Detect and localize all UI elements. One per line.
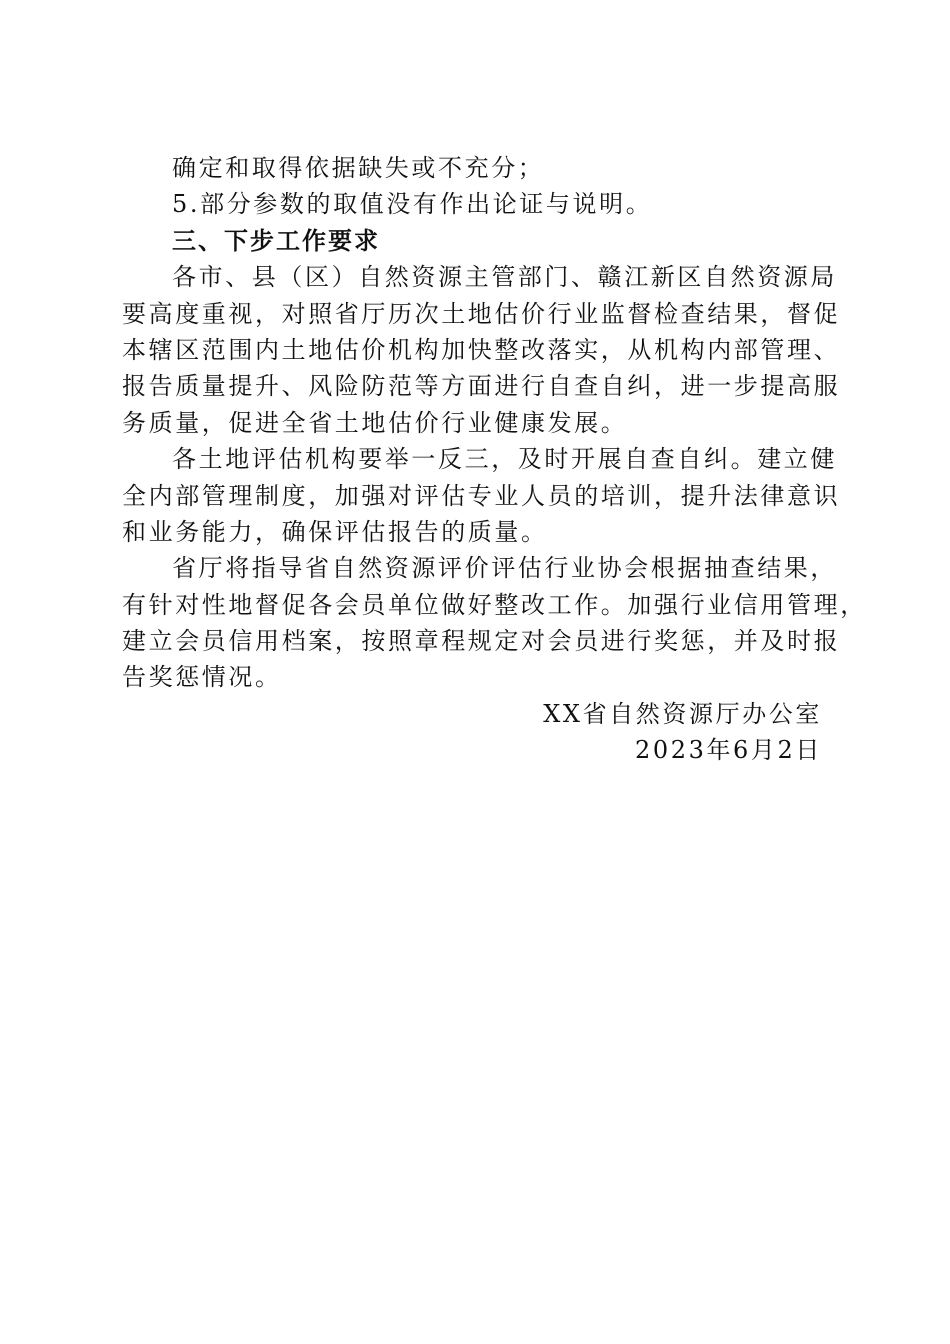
section-heading: 三、下步工作要求 — [172, 226, 380, 255]
paragraph-line: 报告质量提升、风险防范等方面进行自查自纠，进一步提高服 — [122, 372, 841, 401]
paragraph-line: 告奖惩情况。 — [122, 663, 282, 692]
paragraph-line: 本辖区范围内土地估价机构加快整改落实，从机构内部管理、 — [122, 335, 841, 364]
paragraph-line: 建立会员信用档案，按照章程规定对会员进行奖惩，并及时报 — [122, 627, 841, 656]
paragraph-line: 和业务能力，确保评估报告的质量。 — [122, 517, 548, 546]
paragraph-line: 各市、县（区）自然资源主管部门、赣江新区自然资源局 — [172, 263, 837, 292]
paragraph-line: 全内部管理制度，加强对评估专业人员的培训，提升法律意识 — [122, 481, 841, 510]
paragraph-line: 要高度重视，对照省厅历次土地估价行业监督检查结果，督促 — [122, 299, 841, 328]
paragraph-line: 5.部分参数的取值没有作出论证与说明。 — [172, 190, 653, 219]
paragraph-line: 确定和取得依据缺失或不充分； — [172, 154, 545, 182]
paragraph-line: 各土地评估机构要举一反三，及时开展自查自纠。建立健 — [172, 445, 837, 474]
document-page — [122, 150, 867, 769]
paragraph-line: 有针对性地督促各会员单位做好整改工作。加强行业信用管理， — [122, 590, 867, 619]
signature-issuer: XX省自然资源厅办公室 — [543, 699, 822, 728]
paragraph-line: 务质量，促进全省土地估价行业健康发展。 — [122, 408, 628, 437]
paragraph-line: 省厅将指导省自然资源评价评估行业协会根据抽查结果， — [172, 554, 837, 583]
signature-date: 2023年6月2日 — [634, 736, 822, 765]
